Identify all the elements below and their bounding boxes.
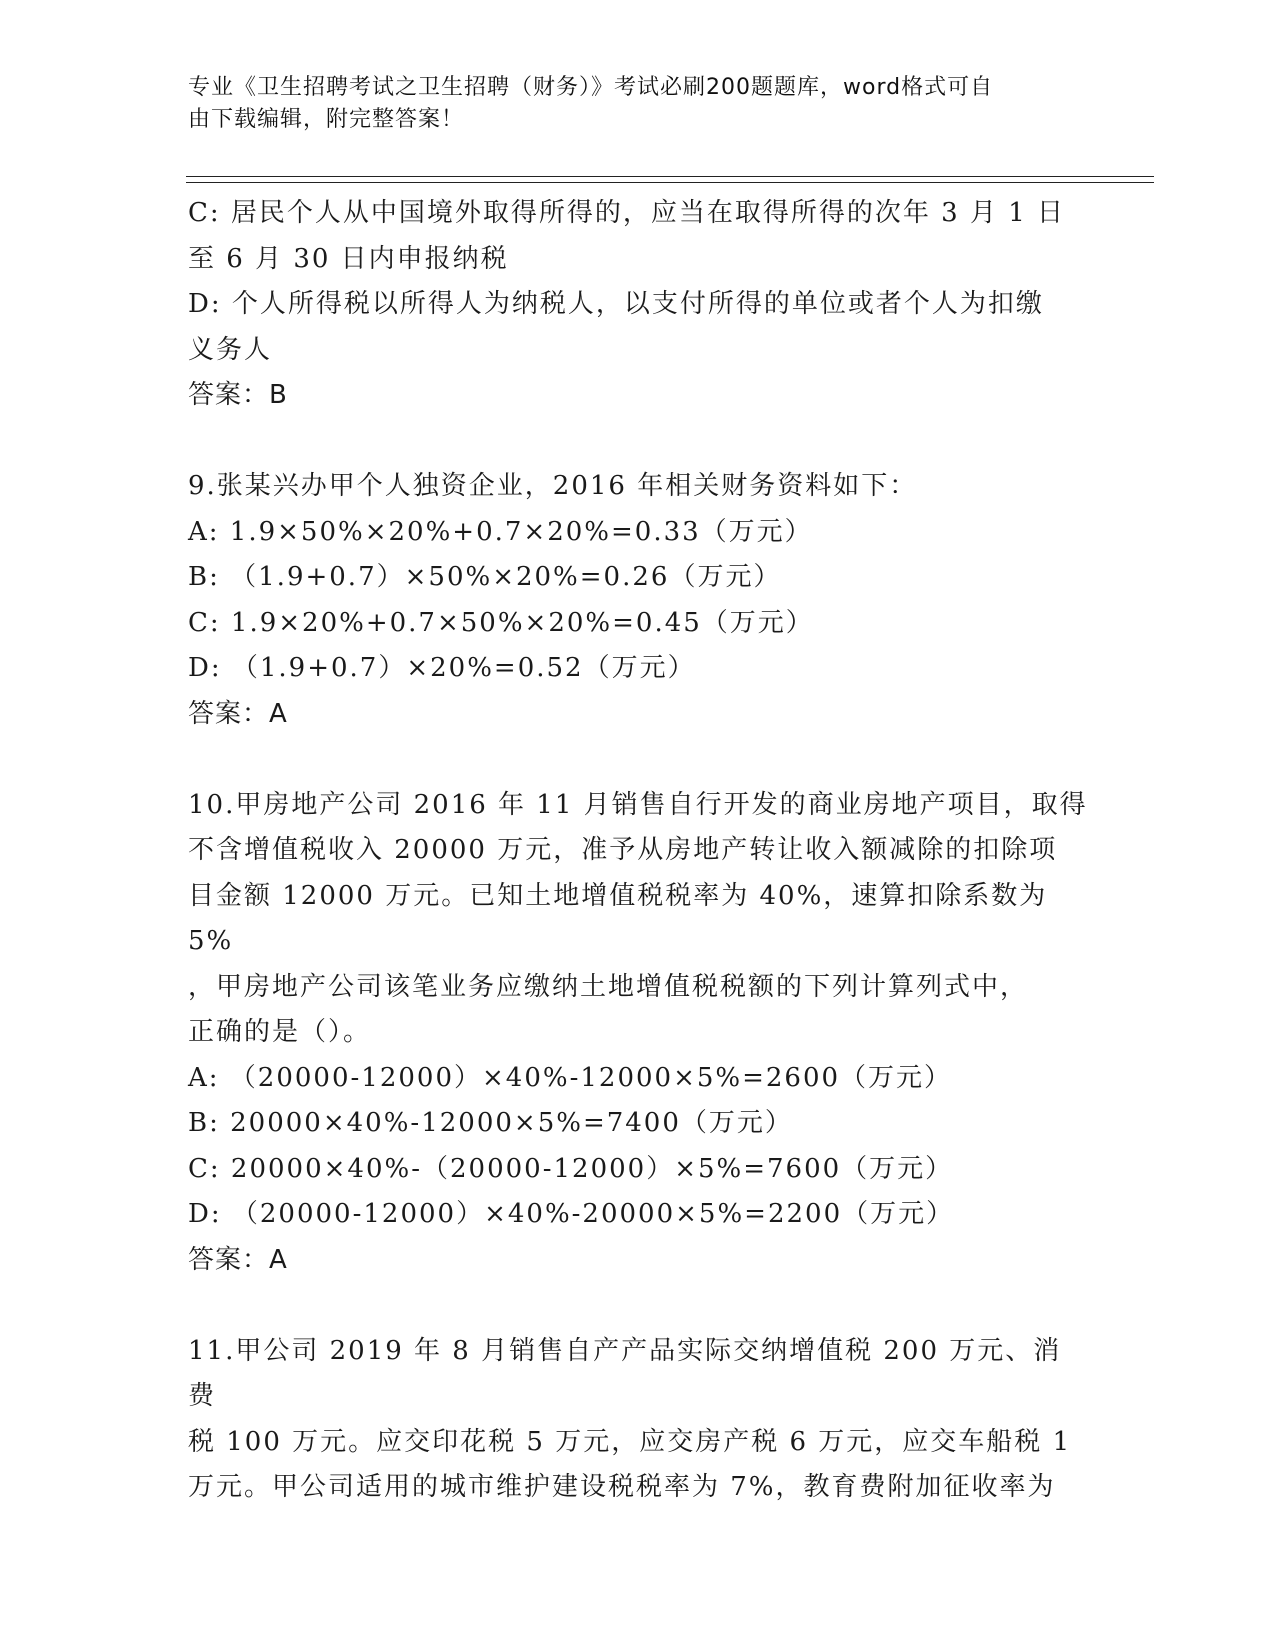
question-stem-line-3: 目金额 12000 万元。已知土地增值税税率为 40%，速算扣除系数为 5% bbox=[188, 880, 1058, 956]
option-b: B: （1.9+0.7）×50%×20%=0.26（万元） bbox=[188, 562, 782, 592]
question-9 bbox=[188, 464, 1088, 737]
question-stem-line-2: 税 100 万元。应交印花税 5 万元，应交房产税 6 万元，应交车船税 1 bbox=[188, 1426, 1072, 1457]
answer: 答案：B bbox=[188, 380, 288, 410]
option-a: A: 1.9×50%×20%+0.7×20%=0.33（万元） bbox=[188, 516, 813, 547]
question-content bbox=[188, 191, 1088, 1511]
question-stem-line-4: ，甲房地产公司该笔业务应缴纳土地增值税税额的下列计算列式中， bbox=[188, 971, 1029, 1002]
header-line-1: 专业《卫生招聘考试之卫生招聘（财务）》考试必刷200题题库，word格式可自 bbox=[188, 75, 994, 100]
spacer bbox=[188, 1283, 1088, 1329]
question-8 bbox=[188, 191, 1088, 419]
question-stem-line-1: 10.甲房地产公司 2016 年 11 月销售自行开发的商业房地产项目，取得 bbox=[188, 789, 1088, 820]
option-c-line-2: 至 6 月 30 日内申报纳税 bbox=[188, 243, 509, 274]
page-header bbox=[188, 72, 1068, 136]
spacer bbox=[188, 737, 1088, 783]
option-b: B: 20000×40%-12000×5%=7400（万元） bbox=[188, 1108, 793, 1138]
option-c: C: 20000×40%-（20000-12000）×5%=7600（万元） bbox=[188, 1153, 954, 1184]
option-d: D: （20000-12000）×40%-20000×5%=2200（万元） bbox=[188, 1199, 955, 1229]
option-d-line-1: D: 个人所得税以所得人为纳税人，以支付所得的单位或者个人为扣缴 bbox=[188, 289, 1044, 319]
header-rule-bottom bbox=[186, 182, 1154, 183]
question-stem-line-2: 不含增值税收入 20000 万元，准予从房地产转让收入额减除的扣除项 bbox=[188, 835, 1058, 865]
question-11 bbox=[188, 1329, 1088, 1511]
question-10 bbox=[188, 783, 1088, 1284]
question-stem-line-3: 万元。甲公司适用的城市维护建设税税率为 7%，教育费附加征收率为 bbox=[188, 1472, 1056, 1502]
option-c: C: 1.9×20%+0.7×50%×20%=0.45（万元） bbox=[188, 607, 814, 638]
option-a: A: （20000-12000）×40%-12000×5%=2600（万元） bbox=[188, 1062, 953, 1093]
spacer bbox=[188, 419, 1088, 465]
question-stem-line-5: 正确的是（）。 bbox=[188, 1017, 372, 1047]
option-c-line-1: C: 居民个人从中国境外取得所得的，应当在取得所得的次年 3 月 1 日 bbox=[188, 198, 1066, 228]
header-line-2: 由下载编辑，附完整答案！ bbox=[188, 107, 465, 132]
option-d: D: （1.9+0.7）×20%=0.52（万元） bbox=[188, 653, 696, 683]
header-rule-top bbox=[186, 176, 1154, 177]
answer: 答案：A bbox=[188, 698, 288, 729]
question-stem-line-1: 11.甲公司 2019 年 8 月销售自产产品实际交纳增值税 200 万元、消费 bbox=[188, 1335, 1062, 1411]
question-stem: 9.张某兴办甲个人独资企业，2016 年相关财务资料如下： bbox=[188, 471, 918, 501]
option-d-line-2: 义务人 bbox=[188, 334, 273, 365]
answer: 答案：A bbox=[188, 1244, 288, 1275]
